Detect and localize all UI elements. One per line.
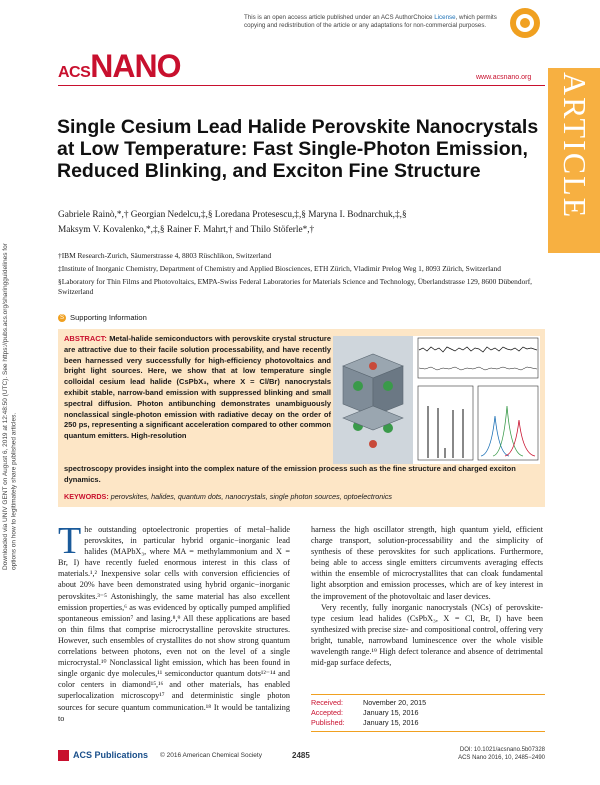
- spectra-plot: [478, 386, 538, 460]
- body-column-1: [58, 520, 290, 724]
- open-access-notice: [244, 14, 506, 30]
- article-dates: [311, 694, 545, 732]
- supporting-info-link[interactable]: [58, 313, 147, 322]
- abstract-label: ABSTRACT:: [64, 334, 107, 343]
- affiliation-3: §Laboratory for Thin Films and Photovoltaics, EMPA-Swiss Federal Laboratories for Materials Science and Technology, Überlandstrasse 129, 8600 Dübendorf, Switzerland: [58, 277, 533, 296]
- dropcap: T: [58, 520, 82, 562]
- affiliations: [58, 251, 538, 300]
- authors-line-1: Gabriele Rainò,*,† Georgian Nedelcu,‡,§ Loredana Protesescu,‡,§ Maryna I. Bodnarchuk,‡,§: [58, 210, 407, 220]
- body-text-2: harness the high oscillator strength, high quantum yield, efficient charge transport, solution-processability and the simplicity of synthesis of these perovskites for such applications. Furthermore, being able to access single emitters circumvents averaging effects within the ensemble of microcrystallites that can cloak fundamental light absorption and emission processes, which are of key interest in the improvement of the photovoltaic and laser devices.: [311, 525, 543, 601]
- open-access-text-2: , which permits copying and redistribution of the article or any adaptations for non-commercial purposes.: [244, 14, 497, 29]
- publisher-logo: [58, 750, 148, 761]
- body-column-2: [311, 524, 543, 668]
- supporting-info-label: Supporting Information: [70, 313, 147, 322]
- crystal-structure-image: [333, 336, 413, 464]
- body-text-1: he outstanding optoelectronic properties of metal−halide perovskites, in particular hybrid organic−inorganic lead halides (MAPbX₃, where MA = methylammonium and X = Br, I) have recently fueled enormous interest in this class of materials.¹,² Inexpensive solar cells with conversion efficiencies of about 20% have been demonstrated using hybrid organic−inorganic perovskites.³⁻⁵ Astonishingly, the same material has also excellent emission properties,⁶ as was evidenced by optically pumped amplified spontaneous emission⁷ and lasing.⁸,⁹ All these applications are based on thin films that comprise microcrystalline perovskite structures. However, such ensembles of crystallites do not show strong quantum correlations between photons, even not on the level of a single microcrystal.¹⁰ Nonclassical light emission, which has been found in single organic dye molecules,¹¹ semiconductor quantum dots¹²⁻¹⁴ and color centers in diamond¹⁵,¹⁶ and other materials, has enabled superlocalization microscopy¹⁷ and deterministic single photon sources for secure quantum communication.¹⁸ It would be tantalizing to: [58, 525, 290, 723]
- section-label: ARTICLE: [557, 72, 593, 220]
- received-date: November 20, 2015: [363, 698, 427, 707]
- journal-logo: [58, 48, 181, 85]
- authors-line-2: Maksym V. Kovalenko,*,‡,§ Rainer F. Mahrt,† and Thilo Stöferle*,†: [58, 225, 315, 235]
- logo-acs: ACS: [58, 64, 91, 81]
- keywords-list: perovskites, halides, quantum dots, nanocrystals, single photon sources, optoelectronics: [110, 492, 393, 501]
- page-number: 2485: [292, 751, 310, 760]
- header-divider: [58, 85, 545, 86]
- antibunching-plot: [418, 386, 473, 460]
- download-note-text: Downloaded via UNIV GENT on August 6, 2019 at 12:48:50 (UTC). See https://pubs.acs.org/sharingguidelines for options on how to legitimately share published articles.: [2, 243, 18, 570]
- author-list: [58, 208, 538, 238]
- open-access-text: This is an open access article published under an ACS AuthorChoice: [244, 14, 433, 21]
- logo-nano: NANO: [90, 48, 181, 84]
- copyright: © 2016 American Chemical Society: [160, 752, 262, 759]
- section-tab: [548, 68, 600, 253]
- time-trace-plot: [418, 338, 538, 378]
- abstract-body-1: Metal-halide semiconductors with perovskite crystal structure are attractive due to their facile solution processability, and have recently been harnessed very successfully for high-efficiency photovoltaics and bright light sources. Here, we show that at low temperature single colloidal cesium lead halide (CsPbX₃, where X = Cl/Br) nanocrystals exhibit stable, narrow-band emission with suppressed blinking and small spectral diffusion. Photon antibunching demonstrates unambiguously nonclassical single-photon emission with radiative decay on the order of 250 ps, representing a significant acceleration compared to other common quantum emitters. High-resolution: [64, 334, 331, 441]
- license-link[interactable]: License: [434, 14, 456, 21]
- open-access-icon: [510, 8, 540, 38]
- journal-url[interactable]: www.acsnano.org: [476, 74, 532, 81]
- keywords: [64, 492, 538, 501]
- page-footer: [58, 748, 545, 768]
- affiliation-2: ‡Institute of Inorganic Chemistry, Department of Chemistry and Applied Biosciences, ETH Zürich, Vladimir Prelog Weg 1, 8093 Zürich, Switzerland: [58, 264, 501, 273]
- body-text-3: Very recently, fully inorganic nanocrystals (NCs) of perovskite-type cesium lead halides (CsPbX₃, X = Cl, Br, I) have been synthesized with precise size- and compositional control, offering very bright, tunable, narrowband luminescence over the whole visible wavelength range.¹⁹ High defect tolerance and absence of detrimental mid-gap surface defects,: [311, 602, 543, 668]
- accepted-date: January 15, 2016: [363, 708, 419, 717]
- published-date: January 15, 2016: [363, 718, 419, 727]
- citation: ACS Nano 2016, 10, 2485−2490: [458, 755, 545, 761]
- acs-publications-icon: [58, 750, 69, 761]
- supporting-info-icon: S: [59, 315, 64, 321]
- abstract-text: [64, 334, 331, 442]
- received-label: Received:: [311, 698, 343, 707]
- doi-block: [458, 746, 545, 762]
- keywords-label: KEYWORDS:: [64, 492, 109, 501]
- toc-graphic: [333, 336, 540, 464]
- publisher-name: ACS Publications: [73, 750, 149, 760]
- abstract-text-2: spectroscopy provides insight into the complex nature of the emission process such as the fine structure and charged exciton dynamics.: [64, 464, 516, 484]
- affiliation-1: †IBM Research-Zurich, Säumerstrasse 4, 8803 Rüschlikon, Switzerland: [58, 251, 272, 260]
- article-title: Single Cesium Lead Halide Perovskite Nanocrystals at Low Temperature: Fast Single-Photon Emission, Reduced Blinking, and Exciton Fine Structure: [57, 116, 539, 182]
- published-label: Published:: [311, 718, 345, 727]
- accepted-label: Accepted:: [311, 708, 343, 717]
- download-note: [2, 240, 30, 570]
- doi-link[interactable]: DOI: 10.1021/acsnano.5b07328: [459, 747, 545, 753]
